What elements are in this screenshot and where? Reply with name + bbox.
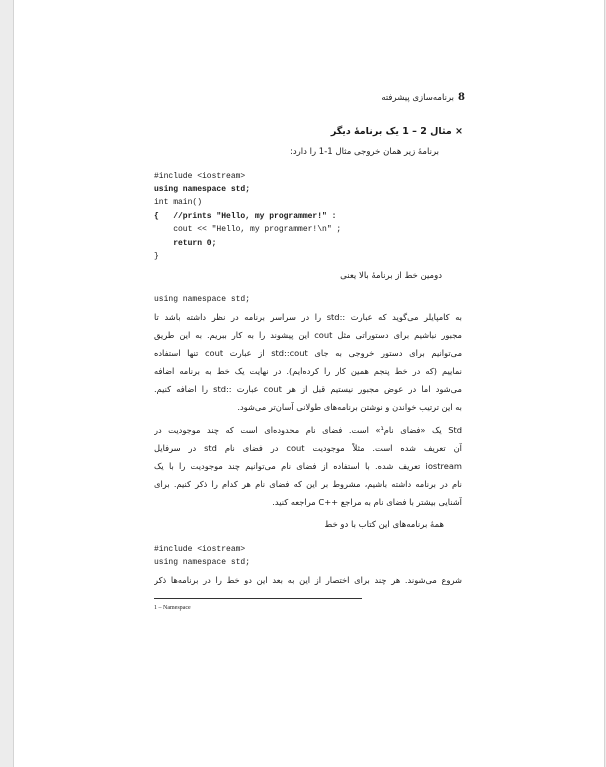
running-header-title: برنامه‌سازی پیشرفته (381, 93, 454, 103)
paragraph-line: به کامپایلر می‌گوید که عبارت ::std را در سراسر برنامه در نظر داشته باشد تا (154, 312, 462, 322)
paragraph-line: مجبور نباشیم برای دستوراتی مثل cout این پیشوند را به کار ببریم. به این طریق (154, 330, 462, 340)
example-title: × مثال 2 – 1 یک برنامهٔ دیگر (330, 126, 463, 137)
intro-second-line: دومین خط از برنامهٔ بالا یعنی (340, 271, 442, 281)
example-subtitle: برنامهٔ زیر همان خروجی مثال 1-1 را دارد: (290, 147, 439, 157)
paragraph-line: آشنایی بیشتر با فضای نام به مراجع ++C مراجعه کنید. (272, 497, 462, 507)
code-line: return 0; (154, 239, 217, 248)
footnote-divider (154, 598, 362, 599)
document-page (13, 0, 605, 767)
page-number: 8 (458, 92, 465, 103)
code-line: } (154, 252, 159, 261)
paragraph-line: می‌توانیم برای دستور خروجی به جای std::cout از عبارت cout تنها استفاده (154, 348, 462, 358)
footnote: 1 – Namespace (154, 605, 191, 611)
code-line: { //prints "Hello, my programmer!" : (154, 212, 337, 221)
code-line: #include <iostream> (154, 172, 246, 181)
code-line: int main() (154, 198, 203, 207)
paragraph-line: می‌شود اما در عوض مجبور نیستیم قبل از هر cout عبارت ::std را اضافه کنیم. (154, 384, 462, 394)
code-line: using namespace std; (154, 558, 251, 567)
code-using-namespace: using namespace std; (154, 295, 251, 304)
paragraph-line: نماییم (که در خط پنجم همین کار را کرده‌ایم). در نهایت یک خط به برنامه اضافه (154, 366, 462, 376)
paragraph-line: آن تعریف شده است. مثلاً موجودیت cout در فضای نام std در سرفایل (154, 443, 462, 453)
code-line: using namespace std; (154, 185, 251, 194)
paragraph-line: نام در برنامه داشته باشیم، مشروط بر این که فضای نام هر کدام را ذکر کنیم. برای (154, 479, 462, 489)
paragraph-line: Std یک «فضای نام¹» است. فضای نام محدوده‌ای است که چند موجودیت در (154, 425, 462, 435)
paragraph-line: به این ترتیب خواندن و نوشتن برنامه‌های طولانی آسان‌تر می‌شود. (237, 402, 462, 412)
code-line: #include <iostream> (154, 545, 246, 554)
code-line: cout << "Hello, my programmer!\n" ; (154, 225, 342, 234)
intro-all-programs: همهٔ برنامه‌های این کتاب با دو خط (324, 520, 444, 530)
paragraph-line: iostream تعریف شده. با استفاده از فضای نام می‌توانیم چند موجودیت را با یک (154, 461, 462, 471)
paragraph-3-line: شروع می‌شوند. هر چند برای اختصار از این به بعد این دو خط را در برنامه‌ها ذکر (154, 575, 462, 585)
